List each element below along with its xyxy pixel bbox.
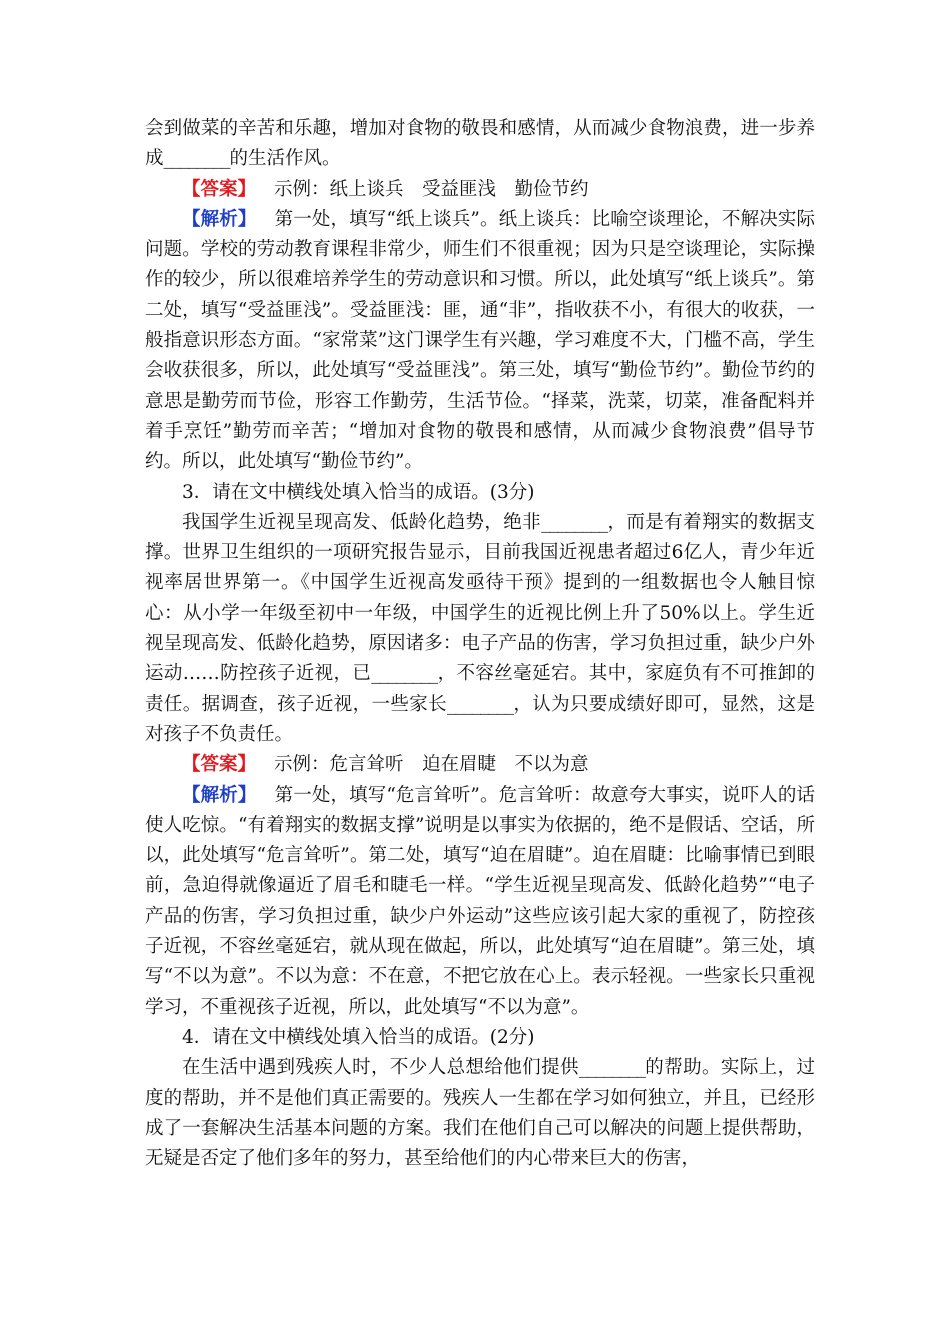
question-prompt: 请在文中横线处填入恰当的成语。(3分) <box>212 481 535 503</box>
answer-label: 【答案】 <box>182 178 257 200</box>
passage-text: ，认为只要成绩好即可，显然，这是对孩子不负责任。 <box>145 693 815 745</box>
passage-text: 的帮助。实际上，过度的帮助，并不是他们真正需要的。残疾人一生都在学习如何独立，并且，已经形成了一套解决生活基本问题的方案。我们在他们自己可以解决的问题上提供帮助，无疑是否定了他们多年的努力，甚至给他们的内心带来巨大的伤害， <box>145 1057 815 1170</box>
answer-text: 示例：纸上谈兵 受益匪浅 勤俭节约 <box>274 178 589 200</box>
fill-blank-3: ________ <box>447 693 513 715</box>
answer-text: 示例：危言耸听 迫在眉睫 不以为意 <box>274 754 589 776</box>
q3-analysis <box>145 781 815 1023</box>
q3-answer <box>145 750 815 780</box>
q4-passage <box>145 1053 815 1174</box>
fill-blank-2: ________ <box>371 663 438 685</box>
analysis-text: 第一处，填写“危言耸听”。危言耸听：故意夸大事实，说吓人的话使人吃惊。“有着翔实的数据支撑”说明是以事实为依据的，绝不是假话、空话，所以，此处填写“危言耸听”。第二处，填写“迫在眉睫”。迫在眉睫：比喻事情已到眼前，急迫得就像逼近了眉毛和睫毛一样。“学生近视呈现高发、低龄化趋势”“电子产品的伤害，学习负担过重，缺少户外运动”这些应该引起大家的重视了，防控孩子近视，不容丝毫延宕，就从现在做起，所以，此处填写“迫在眉睫”。第三处，填写“不以为意”。不以为意：不在意，不把它放在心上。表示轻视。一些家长只重视学习，不重视孩子近视，所以，此处填写“不以为意”。 <box>145 784 815 1018</box>
passage-text: ，而是有着翔实的数据支撑。世界卫生组织的一项研究报告显示，目前我国近视患者超过6亿人，青少年近视率居世界第一。《中国学生近视高发亟待干预》提到的一组数据也令人触目惊心：从小学一年级至初中一年级，中国学生的近视比例上升了50%以上。学生近视呈现高发、低龄化趋势，原因诸多：电子产品的伤害，学习负担过重，缺少户外运动……防控孩子近视，已 <box>145 511 815 685</box>
q2-passage-tail <box>145 114 815 175</box>
question-number: 3． <box>182 481 213 503</box>
q2-passage-end: 的生活作风。 <box>229 148 341 170</box>
analysis-label: 【解析】 <box>182 208 257 230</box>
q3-prompt <box>145 478 815 508</box>
passage-text: 我国学生近视呈现高发、低龄化趋势，绝非 <box>182 511 542 533</box>
fill-blank-1: ________ <box>578 1057 645 1079</box>
q2-answer <box>145 175 815 205</box>
q3-passage <box>145 508 815 750</box>
q2-analysis <box>145 205 815 478</box>
answer-label: 【答案】 <box>182 754 257 776</box>
q4-prompt <box>145 1023 815 1053</box>
passage-text: 在生活中遇到残疾人时，不少人总想给他们提供 <box>182 1057 579 1079</box>
q2-blank: ________ <box>163 148 230 170</box>
question-prompt: 请在文中横线处填入恰当的成语。(2分) <box>212 1026 535 1048</box>
q2-passage-text: 会到做菜的辛苦和乐趣，增加对食物的敬畏和感情，从而减少食物浪费，进一步养成 <box>145 118 815 170</box>
passage-text: ，不容丝毫延宕。其中，家庭负有不可推卸的责任。据调查，孩子近视，一些家长 <box>145 663 815 715</box>
analysis-label: 【解析】 <box>182 784 257 806</box>
question-number: 4． <box>182 1026 213 1048</box>
document-page <box>145 114 815 1174</box>
analysis-text: 第一处，填写“纸上谈兵”。纸上谈兵：比喻空谈理论，不解决实际问题。学校的劳动教育课程非常少，师生们不很重视；因为只是空谈理论，实际操作的较少，所以很难培养学生的劳动意识和习惯。所以，此处填写“纸上谈兵”。第二处，填写“受益匪浅”。受益匪浅：匪，通“非”，指收获不小，有很大的收获，一般指意识形态方面。“家常菜”这门课学生有兴趣，学习难度不大，门槛不高，学生会收获很多，所以，此处填写“受益匪浅”。第三处，填写“勤俭节约”。勤俭节约的意思是勤劳而节俭，形容工作勤劳，生活节俭。“择菜，洗菜，切菜，准备配料并着手烹饪”勤劳而辛苦；“增加对食物的敬畏和感情，从而减少食物浪费”倡导节约。所以，此处填写“勤俭节约”。 <box>145 208 815 473</box>
fill-blank-1: ________ <box>541 511 608 533</box>
